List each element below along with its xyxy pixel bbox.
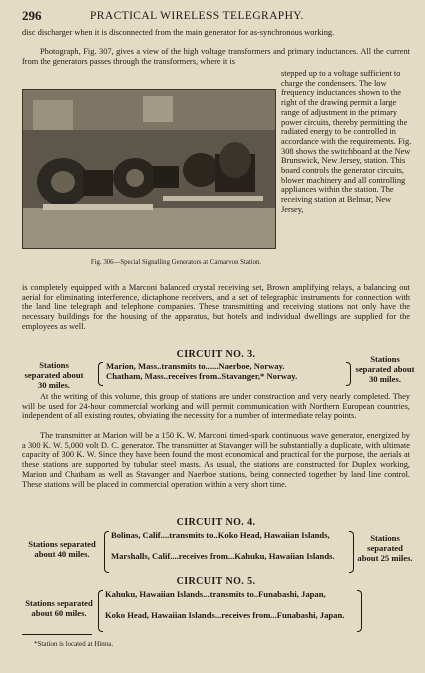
right-column-text: stepped up to a voltage sufficient to charge the condensers. The low frequency inductances shown to the right of the drawing permit a large range of adjustment in the primary power circuits, thereby permitting the radiated energy to be controlled in accordance with the requirements. Fig. 308 shows the switchboard at the New Brunswick, New Jersey, station. This board controls the generator circuits, blower machinery and all controlling appliances within the station. The receiving station at Belmar, New Jersey, — [281, 69, 412, 214]
generator-photo — [22, 89, 276, 249]
paragraph-1: disc discharger when it is disconnected from the main generator for as-synchronous working. — [22, 28, 335, 37]
left-brace — [98, 590, 103, 632]
circuit-3-right-label: Stations separated about 30 miles. — [355, 354, 415, 384]
paragraph-3: is completely equipped with a Marconi balanced crystal receiving set, Brown amplifying relays, a balancing out aerial for eliminating interference, dictaphone receivers, and a set of telegraphic instruments for connection with the land line telegraph and telephone companies. These transmitting and receiving stations not only have the necessary buildings for the housing of the apparatus, but hotels and individual dwellings are supplied for the employees as well. — [22, 283, 410, 331]
circuit-5-left-label: Stations separated about 60 miles. — [25, 598, 93, 618]
paragraph-2: Photograph, Fig. 307, gives a view of the high voltage transformers and primary inductances. All the current from the generators passes through the transformers, where it is — [22, 47, 410, 66]
footnote: *Station is located at Hinna. — [34, 640, 114, 648]
circuit-4-line-1: Bolinas, Calif....transmits to..Koko Head, Hawaiian Islands, — [111, 530, 330, 540]
right-brace — [346, 362, 351, 386]
right-brace — [349, 531, 354, 573]
paragraph-4: At the writing of this volume, this group of stations are under construction and very nearly completed. They will be used for 24-hour commercial working and will permit communication with Northern European countries, independent of all existing routes, obviating the necessity for a number of intermediate relay points. — [22, 392, 410, 421]
left-brace — [104, 531, 109, 573]
paragraph-5: The transmitter at Marion will be a 150 K. W. Marconi timed-spark continuous wave generator, energized by a 300 K. W. 5,000 volt D. C. generator. The transmitter at Stavanger will be substantially a duplicate, with ultimate capacity of 300 K. W. Since they have been found the most economical and practical for the purpose, the aerials at these stations are supported by tubular steel masts. As usual, the stations are constructed for Duplex working, Marion and Chatham as well as Stavanger and Naerboe stations, being connected together by land line control. These stations will be placed in commercial operation within a very short time. — [22, 431, 410, 489]
figure-caption: Fig. 306—Special Signalling Generators at Carnarvon Station. — [90, 259, 262, 266]
circuit-4-heading: CIRCUIT NO. 4. — [176, 517, 256, 528]
circuit-3-line-2: Chatham, Mass..receives from..Stavanger,* Norway. — [106, 371, 298, 381]
right-brace — [357, 590, 362, 632]
circuit-4-right-label: Stations separated about 25 miles. — [357, 533, 413, 563]
running-title: PRACTICAL WIRELESS TELEGRAPHY. — [90, 10, 304, 22]
circuit-5-line-2: Koko Head, Hawaiian Islands...receives from...Funabashi, Japan. — [105, 610, 345, 620]
footnote-rule — [22, 634, 92, 635]
circuit-3-heading: CIRCUIT NO. 3. — [176, 349, 256, 360]
page-number: 296 — [22, 8, 42, 23]
circuit-4-line-2: Marshalls, Calif....receives from...Kahuku, Hawaiian Islands. — [111, 551, 335, 561]
left-brace — [98, 362, 103, 386]
circuit-5-line-1: Kahuku, Hawaiian Islands...transmits to..Funabashi, Japan, — [105, 589, 326, 599]
circuit-5-heading: CIRCUIT NO. 5. — [176, 576, 256, 587]
circuit-3-left-label: Stations separated about 30 miles. — [24, 360, 84, 390]
circuit-3-line-1: Marion, Mass..transmits to......Naerboe, Norway. — [106, 361, 285, 371]
circuit-4-left-label: Stations separated about 40 miles. — [28, 539, 96, 559]
